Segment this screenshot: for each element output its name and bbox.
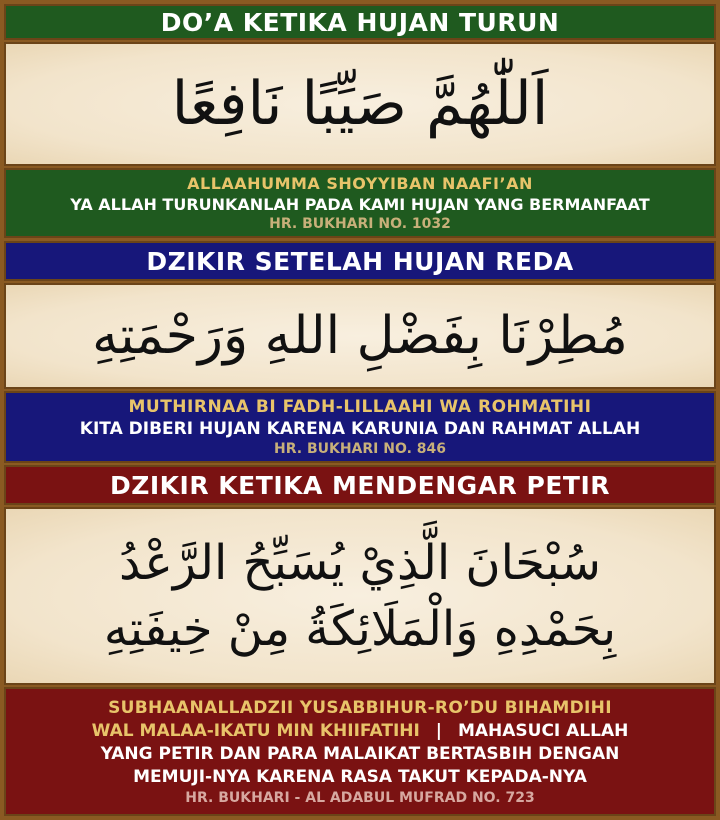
section3-mixed-line bbox=[92, 721, 629, 741]
section2-info-panel bbox=[4, 391, 716, 463]
section1-title-text: DO’A KETIKA HUJAN TURUN bbox=[160, 7, 560, 37]
section1-source: HR. BUKHARI NO. 1032 bbox=[269, 216, 451, 232]
section3-title bbox=[4, 465, 716, 505]
section2-transliteration: MUTHIRNAA BI FADH-LILLAAHI WA ROHMATIHI bbox=[128, 397, 592, 417]
section3-arabic-line2: بِحَمْدِهِ وَالْمَلَائِكَةُ مِنْ خِيفَتِهِ bbox=[103, 601, 617, 657]
section2-source: HR. BUKHARI NO. 846 bbox=[274, 441, 446, 457]
section1-title bbox=[4, 4, 716, 40]
section3-arabic-line1: سُبْحَانَ الَّذِيْ يُسَبِّحُ الرَّعْدُ bbox=[119, 535, 601, 591]
section3-arabic-panel bbox=[4, 507, 716, 685]
section2-title-text: DZIKIR SETELAH HUJAN REDA bbox=[146, 246, 574, 276]
section2-arabic-panel bbox=[4, 283, 716, 389]
section3-transliteration-line1: SUBHAANALLADZII YUSABBIHUR-RO’DU BIHAMDIHI bbox=[108, 697, 612, 718]
section3-source: HR. BUKHARI - AL ADABUL MUFRAD NO. 723 bbox=[185, 789, 535, 806]
section1-info-panel bbox=[4, 168, 716, 238]
section1-transliteration: ALLAAHUMMA SHOYYIBAN NAAFI’AN bbox=[187, 174, 533, 193]
section3-title-text: DZIKIR KETIKA MENDENGAR PETIR bbox=[110, 470, 610, 500]
section3-info-panel bbox=[4, 687, 716, 816]
section3-separator: | bbox=[435, 720, 443, 741]
section3-translation-line3: MEMUJI-NYA KARENA RASA TAKUT KEPADA-NYA bbox=[133, 766, 587, 787]
section3-transliteration-line2: WAL MALAA-IKATU MIN KHIIFATIHI bbox=[91, 720, 420, 741]
section1-arabic-panel bbox=[4, 42, 716, 166]
section1-translation: YA ALLAH TURUNKANLAH PADA KAMI HUJAN YANG BERMANFAAT bbox=[70, 195, 650, 214]
section3-translation-line1: MAHASUCI ALLAH bbox=[457, 720, 629, 741]
section2-arabic-text: مُطِرْنَا بِفَضْلِ اللهِ وَرَحْمَتِهِ bbox=[92, 305, 628, 366]
section1-arabic-text: اَللّٰهُمَّ صَيِّبًا نَافِعًا bbox=[171, 68, 549, 139]
section2-title bbox=[4, 241, 716, 281]
section2-translation: KITA DIBERI HUJAN KARENA KARUNIA DAN RAHMAT ALLAH bbox=[79, 419, 641, 439]
section3-translation-line2: YANG PETIR DAN PARA MALAIKAT BERTASBIH DENGAN bbox=[100, 743, 620, 764]
